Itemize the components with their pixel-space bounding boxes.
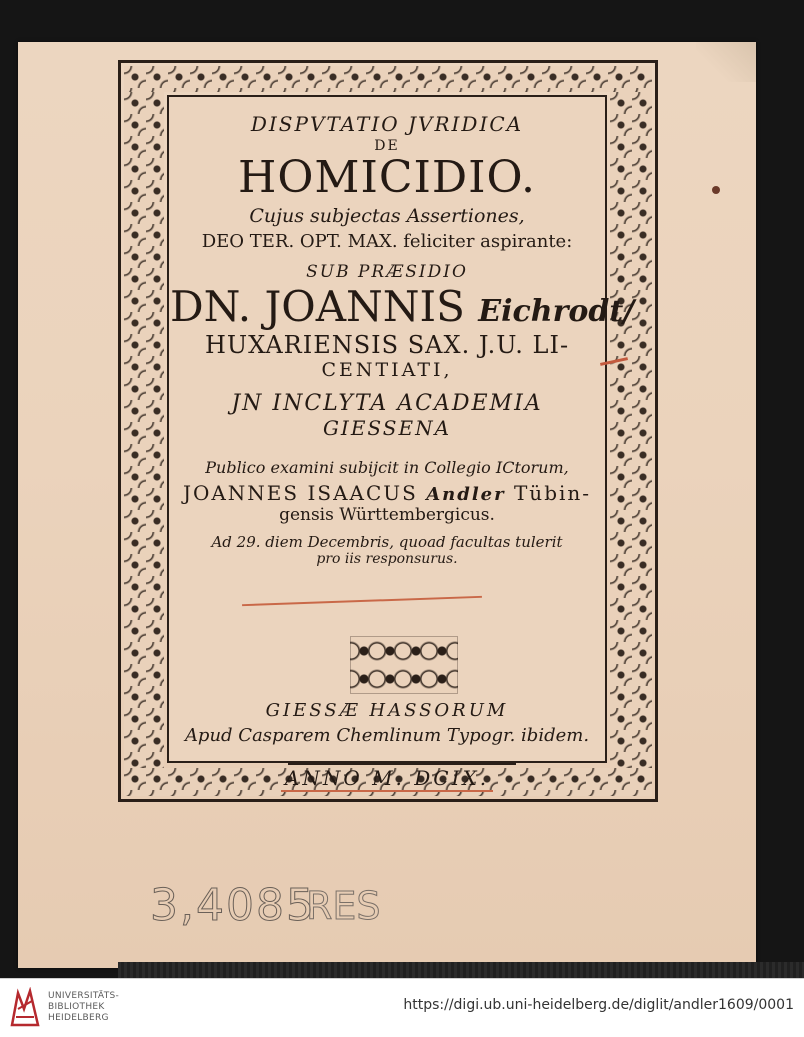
praeses-name — [170, 282, 635, 331]
title-line-5: DEO TER. OPT. MAX. feliciter aspirante: — [201, 231, 573, 252]
respondent-name — [170, 481, 604, 505]
library-name-line-3: HEIDELBERG — [48, 1013, 109, 1023]
ink-stain — [712, 186, 720, 194]
library-name-line-2: BIBLIOTHEK — [48, 1002, 105, 1012]
footer-bar — [0, 978, 804, 1037]
library-name-line-1: UNIVERSITÄTS- — [48, 991, 120, 1001]
logo-mark-icon — [8, 987, 42, 1029]
title-line-14: gensis Württembergicus. — [279, 505, 495, 525]
respondent-origin: Tübin- — [513, 481, 592, 505]
university-library-logo-icon[interactable] — [8, 987, 42, 1029]
title-line-16: pro iis responsurus. — [316, 551, 458, 567]
page-fold — [696, 42, 756, 82]
printer-ornament — [350, 636, 458, 694]
praeses-given-name: DN. JOANNIS — [170, 282, 465, 331]
title-line-15: Ad 29. diem Decembris, quoad facultas tulerit — [211, 533, 563, 551]
title-text-block — [170, 100, 635, 567]
library-name — [48, 991, 119, 1024]
praeses-surname: Eichrodt/ — [478, 294, 635, 329]
imprint-block — [170, 700, 604, 746]
title-line-1: DISPVTATIO JVRIDICA — [250, 112, 524, 136]
scan-calibration-strip — [118, 962, 804, 978]
imprint-printer: Apud Casparem Chemlinum Typogr. ibidem. — [184, 725, 590, 746]
publication-year — [170, 766, 604, 790]
title-line-10: JN INCLYTA ACADEMIA — [231, 391, 543, 416]
imprint-place: GIESSÆ HASSORUM — [265, 700, 509, 721]
title-line-12: Publico examini subijcit in Collegio ICtorum, — [205, 458, 569, 477]
imprint-rule — [288, 763, 516, 765]
title-line-2: DE — [374, 138, 400, 154]
shelfmark-number: 3,4085 — [150, 880, 316, 931]
shelfmark-suffix: RES — [306, 884, 381, 928]
main-title: HOMICIDIO. — [237, 152, 537, 203]
title-line-6: SUB PRÆSIDIO — [306, 262, 468, 282]
title-line-11: GIESSENA — [322, 416, 452, 440]
title-line-9: CENTIATI, — [321, 359, 453, 381]
respondent-surname: Andler — [426, 484, 506, 505]
title-line-8: HUXARIENSIS SAX. J.U. LI- — [204, 331, 570, 359]
permalink-url[interactable]: https://digi.ub.uni-heidelberg.de/diglit/andler1609/0001 — [403, 997, 794, 1013]
title-line-4: Cujus subjectas Assertiones, — [249, 205, 525, 227]
year-text: ANNO M. DCIX. — [281, 766, 493, 792]
respondent-given-name: JOANNES ISAACUS — [182, 481, 418, 505]
